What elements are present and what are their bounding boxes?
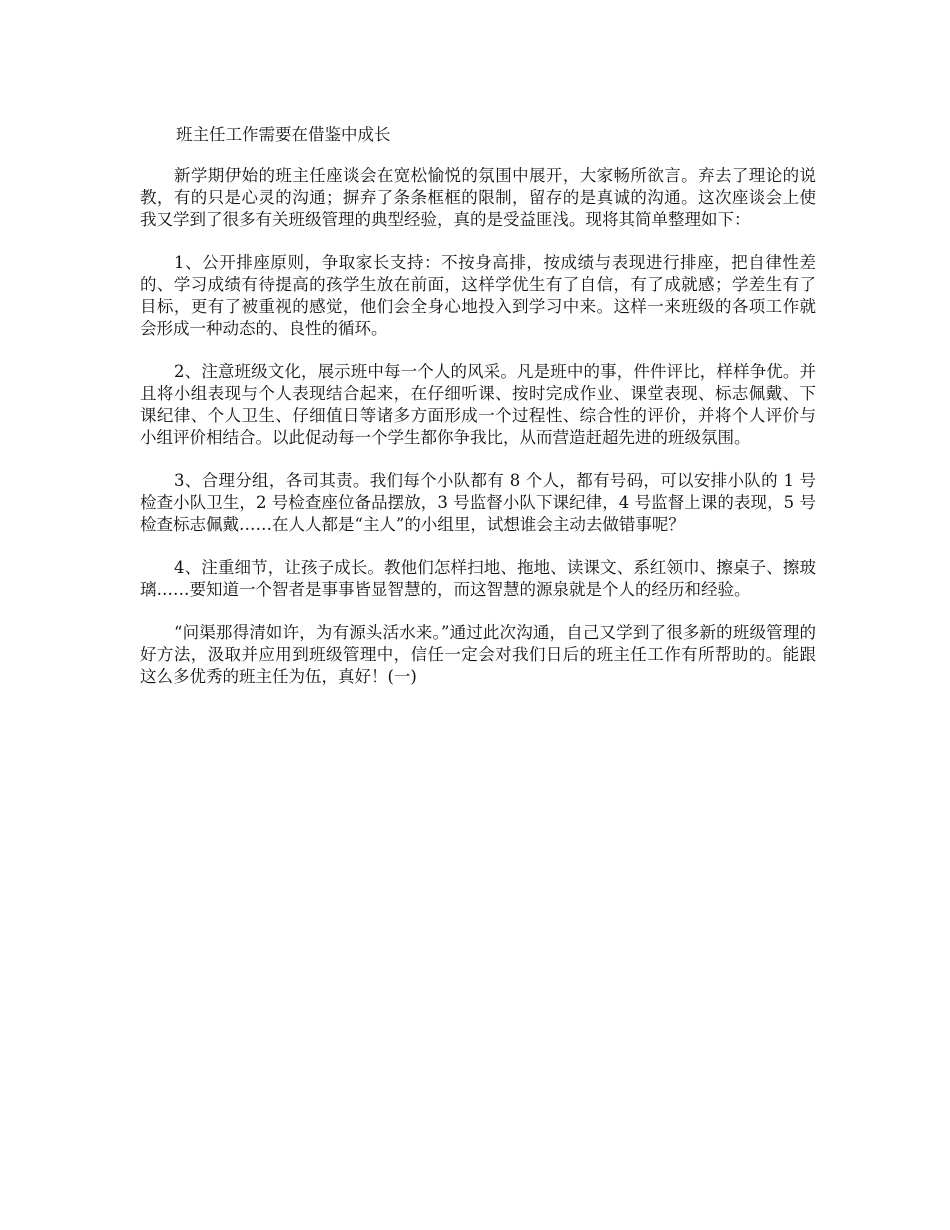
document-title: 班主任工作需要在借鉴中成长 bbox=[176, 125, 391, 144]
paragraph-point-1: 1、公开排座原则，争取家长支持：不按身高排，按成绩与表现进行排座，把自律性差的、学习成绩有待提高的孩学生放在前面，这样学优生有了自信，有了成就感；学差生有了目标，更有了被重视的感觉，他们会全身心地投入到学习中来。这样一来班级的各项工作就会形成一种动态的、良性的循环。 bbox=[140, 253, 816, 338]
paragraph-point-3: 3、合理分组，各司其责。我们每个小队都有 8 个人，都有号码，可以安排小队的 1 号检查小队卫生，2 号检查座位备品摆放，3 号监督小队下课纪律，4 号监督上课的表现，5 号检查标志佩戴……在人人都是“主人”的小组里，试想谁会主动去做错事呢？ bbox=[140, 471, 816, 534]
paragraph-point-2: 2、注意班级文化，展示班中每一个人的风采。凡是班中的事，件件评比，样样争优。并且将小组表现与个人表现结合起来，在仔细听课、按时完成作业、课堂表现、标志佩戴、下课纪律、个人卫生、仔细值日等诸多方面形成一个过程性、综合性的评价，并将个人评价与小组评价相结合。以此促动每一个学生都你争我比，从而营造赶超先进的班级氛围。 bbox=[140, 362, 816, 447]
paragraph-point-4: 4、注重细节，让孩子成长。教他们怎样扫地、拖地、读课文、系红领巾、擦桌子、擦玻璃……要知道一个智者是事事皆显智慧的，而这智慧的源泉就是个人的经历和经验。 bbox=[140, 558, 816, 599]
document-body bbox=[140, 124, 816, 709]
paragraph-conclusion: “问渠那得清如许，为有源头活水来。”通过此次沟通，自己又学到了很多新的班级管理的好方法，汲取并应用到班级管理中，信任一定会对我们日后的班主任工作有所帮助的。能跟这么多优秀的班主任为伍，真好！(一) bbox=[140, 623, 816, 686]
paragraph-intro: 新学期伊始的班主任座谈会在宽松愉悦的氛围中展开，大家畅所欲言。弃去了理论的说教，有的只是心灵的沟通；摒弃了条条框框的限制，留存的是真诚的沟通。这次座谈会上使我又学到了很多有关班级管理的典型经验，真的是受益匪浅。现将其简单整理如下： bbox=[140, 166, 816, 229]
